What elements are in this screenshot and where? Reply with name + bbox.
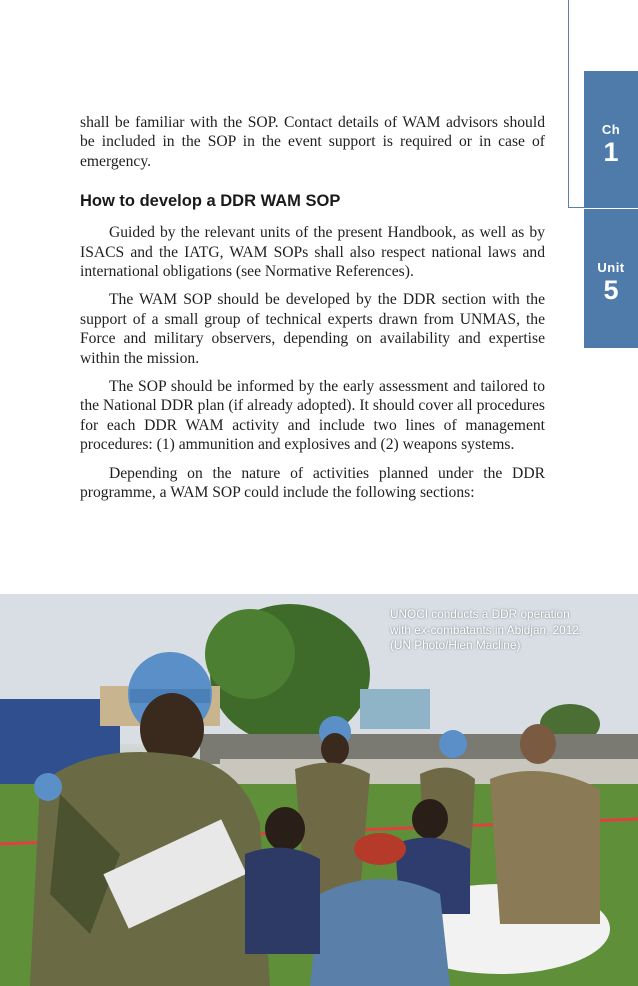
ddr-operation-photo bbox=[0, 594, 638, 986]
photo-caption bbox=[390, 607, 610, 654]
chapter-tab bbox=[584, 71, 638, 208]
paragraph-guided: Guided by the relevant units of the present Handbook, as well as by ISACS and the IATG, WAM SOPs shall also respect national laws and international obligations (see Normative References). bbox=[80, 224, 545, 281]
unit-tab bbox=[584, 209, 638, 348]
caption-line-2: with ex-combatants in Abidjan, 2012. bbox=[390, 622, 583, 637]
tab-divider-line bbox=[568, 0, 569, 208]
paragraph-depending: Depending on the nature of activities planned under the DDR programme, a WAM SOP could include the following sections: bbox=[80, 464, 545, 502]
caption-line-1: UNOCI conducts a DDR operation bbox=[390, 607, 570, 621]
page-body bbox=[80, 113, 545, 512]
chapter-tab-label: Ch bbox=[601, 122, 621, 137]
paragraph-continuation: shall be familiar with the SOP. Contact details of WAM advisors should be included in the SOP in the event support is required or in case of emergency. bbox=[80, 114, 545, 170]
chapter-tab-number: 1 bbox=[603, 137, 619, 167]
paragraph-developed: The WAM SOP should be developed by the DDR section with the support of a small group of technical experts drawn from UNMAS, the Force and military observers, depending on availability and expertise within the mission. bbox=[80, 291, 545, 367]
paragraph-informed: The SOP should be informed by the early assessment and tailored to the National DDR plan (if already adopted). It should cover all procedures for each DDR WAM activity and include two lines of management procedures: (1) ammunition and explosives and (2) weapons systems. bbox=[80, 378, 545, 454]
section-heading: How to develop a DDR WAM SOP bbox=[80, 192, 341, 211]
caption-line-3: (UN Photo/Hien Macline) bbox=[390, 638, 521, 652]
unit-tab-label: Unit bbox=[597, 260, 625, 275]
unit-tab-number: 5 bbox=[603, 275, 619, 305]
